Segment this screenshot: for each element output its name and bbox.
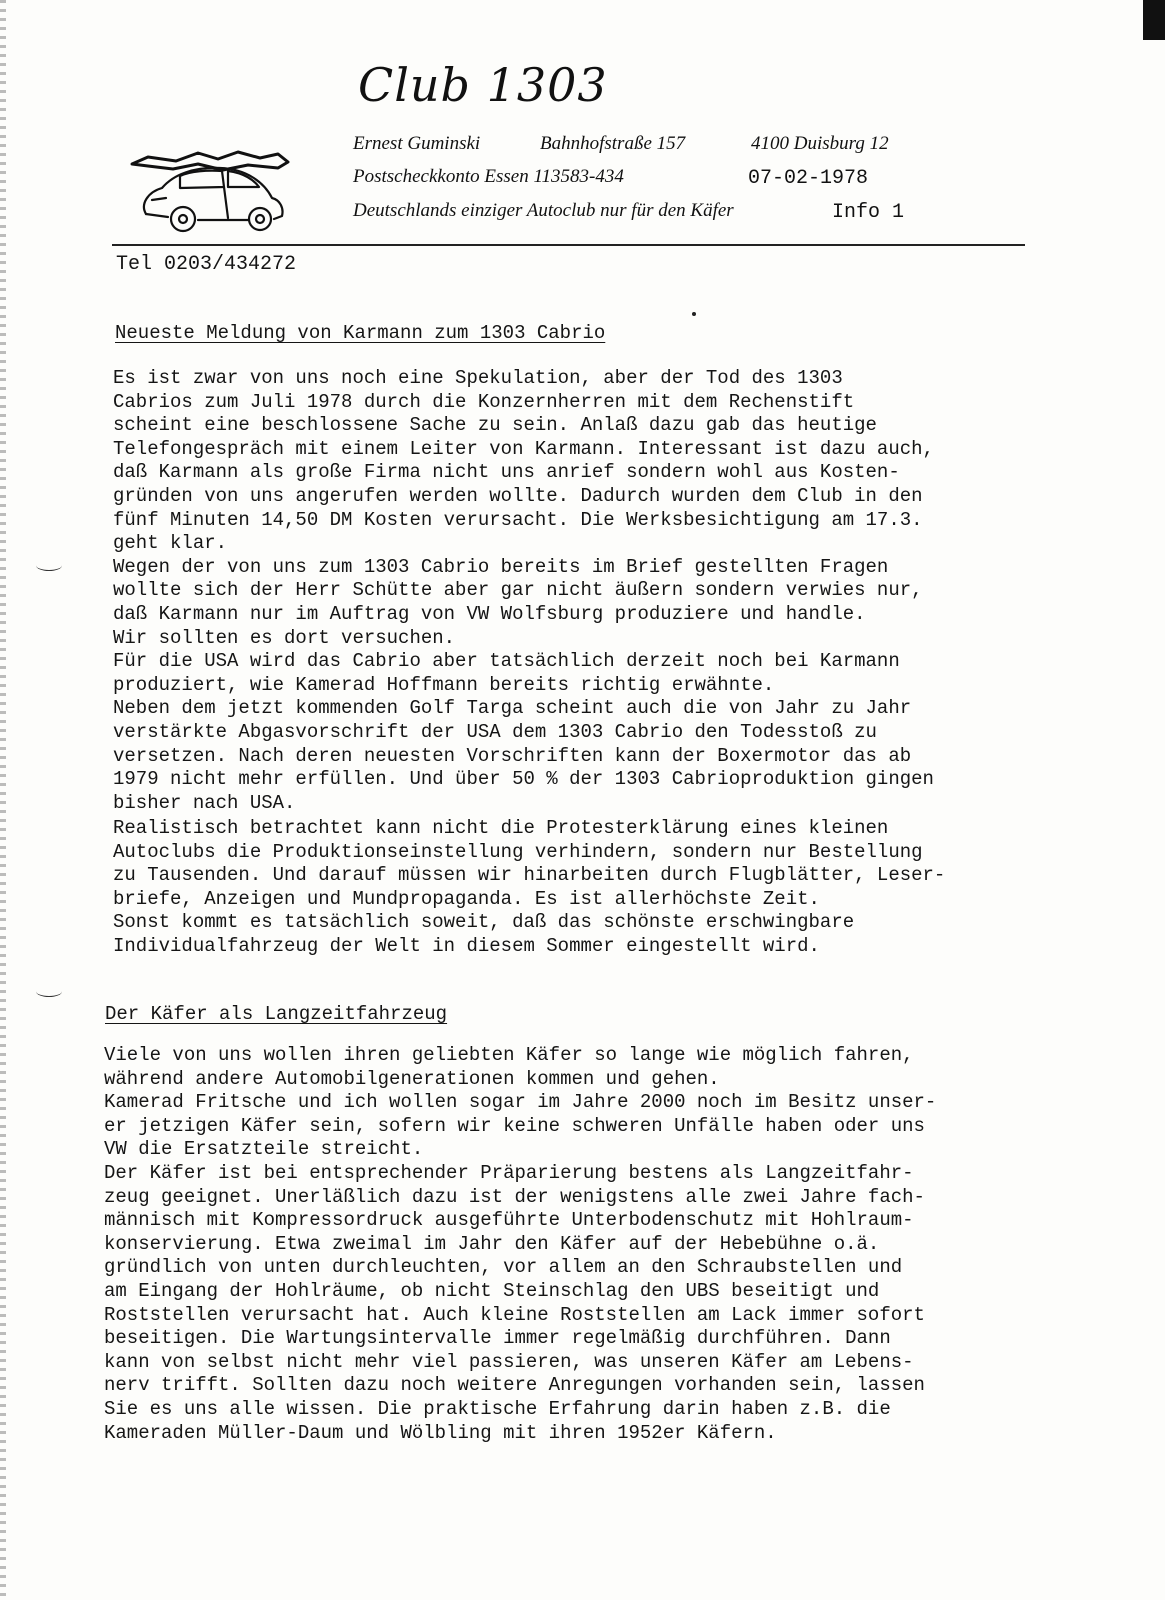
phone-number: Tel 0203/434272: [116, 253, 297, 276]
article2-title: Der Käfer als Langzeitfahrzeug: [105, 1003, 448, 1025]
address-street: Bahnhofstraße 157: [540, 133, 686, 154]
article1-paragraph-1: Es ist zwar von uns noch eine Spekulation, aber der Tod des 1303 Cabrios zum Juli 1978 durch die Konzernherren mit dem Rechenstift scheint eine beschlossene Sache zu sein. Anlaß dazu gab das heutige Telefongespräch mit einem Leiter von Karmann. Interessant ist dazu auch, daß Karmann als große Firma nicht uns anrief sondern wohl aus Kosten- gründen von uns angerufen werden wollte. Dadurch wurden dem Club in den fünf Minuten 14,50 DM Kosten verursacht. Die Werksbesichtigung am 17.3. geht klar. Wegen der von uns zum 1303 Cabrio bereits im Brief gestellten Fragen wollte sich der Herr Schütte aber gar nicht äußern sondern verwies nur, daß Karmann nur im Auftrag von VW Wolfsburg produziere und handle. Wir sollten es dort versuchen. Für die USA wird das Cabrio aber tatsächlich derzeit noch bei Karmann produziert, wie Kamerad Hoffmann bereits richtig erwähnte. Neben dem jetzt kommenden Golf Targa scheint auch die von Jahr zu Jahr verstärkte Abgasvorschrift der USA dem 1303 Cabrio den Todesstoß zu versetzen. Nach deren neuesten Vorschriften kann der Boxermotor das ab 1979 nicht mehr erfüllen. Und über 50 % der 1303 Cabrioproduktion gingen bisher nach USA.: [113, 367, 934, 814]
header-rule: [112, 244, 1025, 246]
punch-dot: [692, 312, 696, 316]
article2-paragraph-1: Viele von uns wollen ihren geliebten Käfer so lange wie möglich fahren, während andere Automobilgenerationen kommen und gehen. Kamerad Fritsche und ich wollen sogar im Jahre 2000 noch im Besitz unser- er jetzigen Käfer sein, sofern wir keine schweren Unfälle haben oder uns VW die Ersatzteile streicht. Der Käfer ist bei entsprechender Präparierung bestens als Langzeitfahr- zeug geeignet. Unerläßlich dazu ist der wenigstens alle zwei Jahre fach- männisch mit Kompressordruck ausgeführte Unterbodenschutz mit Hohlraum- konservierung. Etwa zweimal im Jahr den Käfer auf der Hebebühne o.ä. gründlich von unten durchleuchten, vor allem an den Schraubstellen und am Eingang der Hohlräume, ob nicht Steinschlag den UBS beseitigt und Roststellen verursacht hat. Auch kleine Roststellen am Lack immer sofort beseitigen. Die Wartungsintervalle immer regelmäßig durchführen. Dann kann von selbst nicht mehr viel passieren, was unseren Käfer am Lebens- nerv trifft. Sollten dazu noch weitere Anregungen vorhanden sein, lassen Sie es uns alle wissen. Die praktische Erfahrung darin haben z.B. die Kameraden Müller-Daum und Wölbling mit ihren 1952er Käfern.: [104, 1044, 937, 1444]
club-tagline: Deutschlands einziger Autoclub nur für den Käfer: [353, 200, 734, 221]
address-name: Ernest Guminski: [353, 133, 481, 154]
margin-mark: [36, 560, 62, 571]
scan-edge: [0, 0, 6, 1600]
margin-mark: [36, 986, 62, 997]
article1-title: Neueste Meldung von Karmann zum 1303 Cabrio: [115, 322, 606, 344]
postal-account: Postscheckkonto Essen 113583-434: [353, 166, 624, 187]
info-number: Info 1: [832, 201, 905, 224]
letter-date: 07-02-1978: [748, 167, 869, 190]
article1-paragraph-2: Realistisch betrachtet kann nicht die Protesterklärung eines kleinen Autoclubs die Produktionseinstellung verhindern, sondern nur Bestellung zu Tausenden. Und darauf müssen wir hinarbeiten durch Flugblätter, Leser- briefe, Anzeigen und Mundpropaganda. Es ist allerhöchste Zeit. Sonst kommt es tatsächlich soweit, daß das schönste erschwingbare Individualfahrzeug der Welt in diesem Sommer eingestellt wird.: [113, 817, 946, 957]
club-logo-title: Club 1303: [358, 58, 608, 112]
scan-corner-mark: [1143, 0, 1165, 40]
beetle-car-icon: [128, 140, 293, 240]
address-city: 4100 Duisburg 12: [751, 133, 889, 154]
